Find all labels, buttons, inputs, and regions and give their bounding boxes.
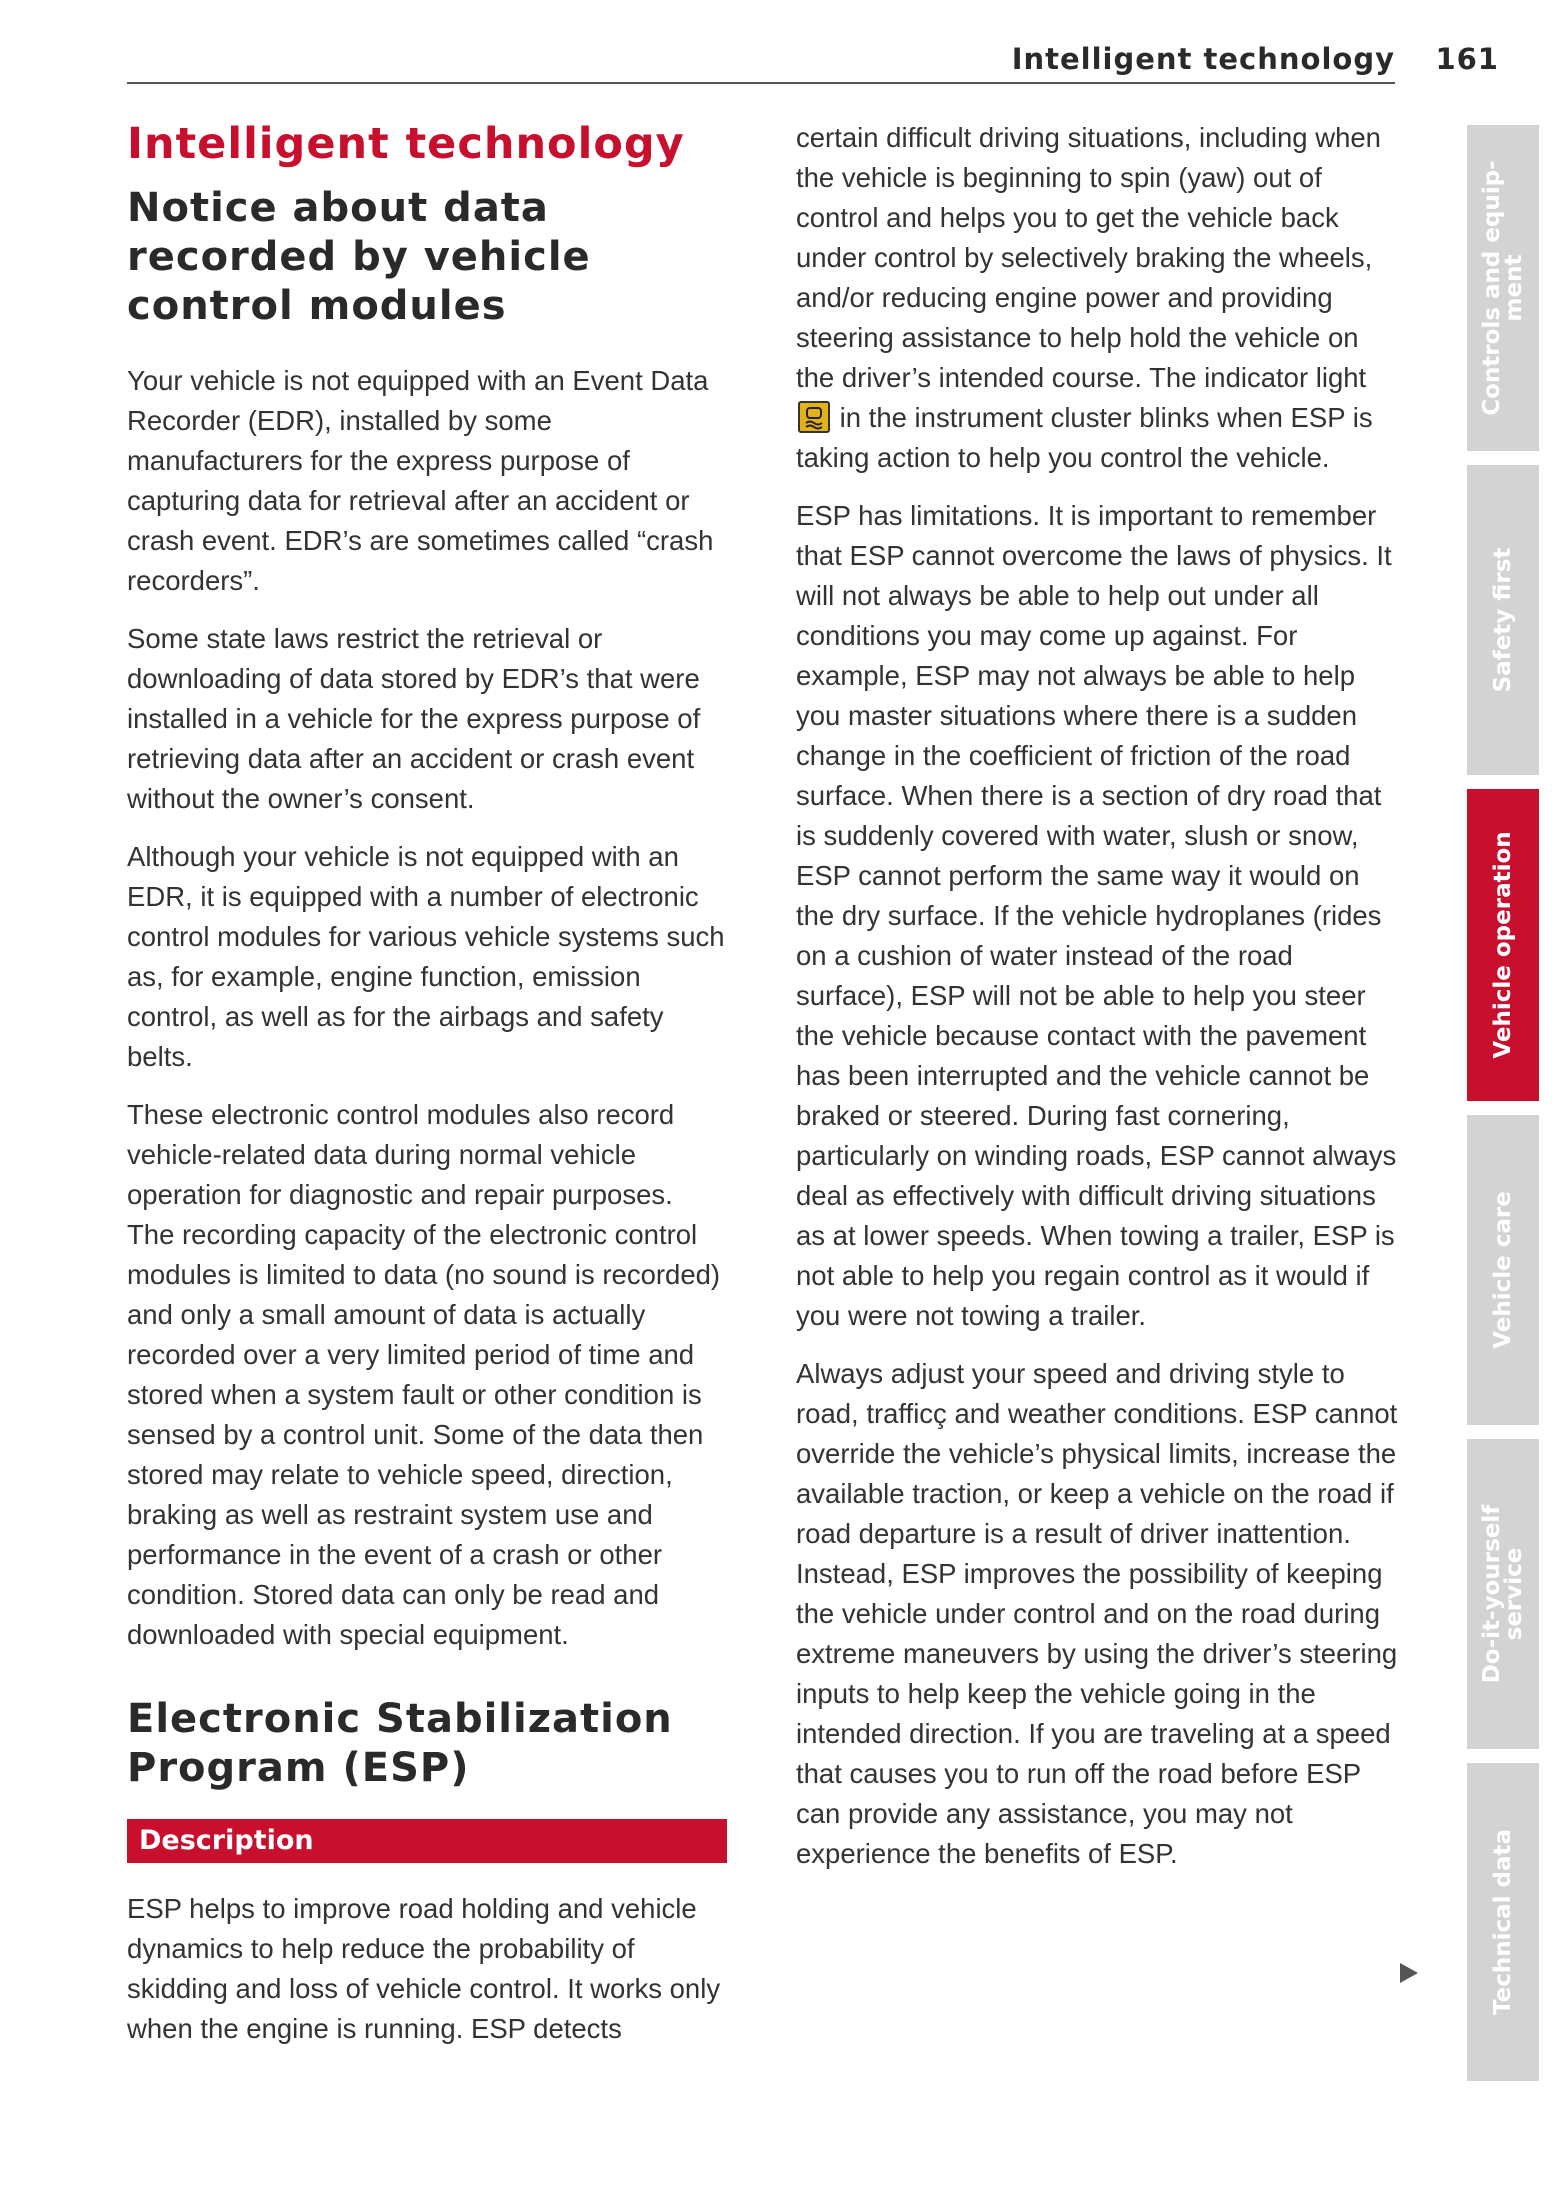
paragraph: Some state laws restrict the retrieval or downloading of data stored by EDR’s that were installed in a vehicle for the express purpose of retrieving data after an accident or crash event without the owner’s consent.: [127, 623, 701, 814]
side-tab-label: Vehicle care: [1490, 1191, 1516, 1349]
left-column: [127, 118, 727, 2067]
paragraph-text: in the instrument cluster blinks when ESP is taking action to help you control the vehicle.: [796, 402, 1373, 473]
paragraph: Always adjust your speed and driving style to road, trafficç and weather conditions. ESP cannot override the vehicle’s physical limits, increase the available traction, or keep a vehicle on the road if road departure is a result of driver inattention. Instead, ESP improves the possibility of keeping the vehicle under control and on the road during extreme maneuvers by using the driver’s steering inputs to help keep the vehicle going in the intended direction. If you are traveling at a speed that causes you to run off the road before ESP can provide any assistance, you may not experience the benefits of ESP.: [796, 1358, 1398, 1869]
side-tab-label: Vehicle operation: [1490, 831, 1516, 1059]
page-number: 161: [1435, 42, 1499, 76]
right-column: [796, 118, 1402, 1892]
side-tab-label: Safety first: [1490, 547, 1516, 693]
side-tab-controls[interactable]: [1467, 125, 1539, 451]
side-tab-vehicle-operation[interactable]: [1467, 789, 1539, 1101]
running-title: Intelligent technology: [1011, 42, 1395, 76]
paragraph: [796, 118, 1402, 478]
side-tab-label: Technical data: [1490, 1828, 1516, 2016]
section-title-data-notice: Notice about data recorded by vehicle control modules: [127, 185, 591, 329]
section-title-esp: Electronic Stabilization Program (ESP): [127, 1696, 673, 1791]
side-tab-technical-data[interactable]: [1467, 1763, 1539, 2081]
paragraph-text: certain difficult driving situations, including when the vehicle is beginning to spin (yaw) out of control and helps you to get the vehicle back under control by selectively braking the wheels, and/or reducing engine power and providing steering assistance to help hold the vehicle on the driver’s intended course. The indicator light: [796, 122, 1381, 393]
side-tab-safety[interactable]: [1467, 465, 1539, 775]
paragraph: ESP helps to improve road holding and vehicle dynamics to help reduce the probability of skidding and loss of vehicle control. It works only when the engine is running. ESP detects: [127, 1893, 721, 2044]
paragraph: Although your vehicle is not equipped with an EDR, it is equipped with a number of electronic control modules for various vehicle systems such as, for example, engine function, emission control, as well as for the airbags and safety belts.: [127, 841, 725, 1072]
paragraph: These electronic control modules also record vehicle-related data during normal vehicle operation for diagnostic and repair purposes. The recording capacity of the electronic control modules is limited to data (no sound is recorded) and only a small amount of data is actually recorded over a very limited period of time and stored when a system fault or other condition is sensed by a control unit. Some of the data then stored may relate to vehicle speed, direction, braking as well as restraint system use and performance in the event of a crash or other condition. Stored data can only be read and downloaded with special equipment.: [127, 1099, 721, 1650]
paragraph: ESP has limitations. It is important to remember that ESP cannot overcome the laws of physics. It will not always be able to help out under all conditions you may come up against. For example, ESP may not always be able to help you master situations where there is a sudden change in the coefficient of friction of the road surface. When there is a section of dry road that is suddenly covered with water, slush or snow, ESP cannot perform the same way it would on the dry surface. If the vehicle hydroplanes (rides on a cushion of water instead of the road surface), ESP will not be able to help you steer the vehicle because contact with the pavement has been interrupted and the vehicle cannot be braked or steered. During fast cornering, particularly on winding roads, ESP cannot always deal as effectively with difficult driving situations as at lower speeds. When towing a trailer, ESP is not able to help you regain control as it would if you were not towing a trailer.: [796, 500, 1397, 1331]
esp-warning-light-icon: [798, 401, 830, 433]
description-heading-bar: Description: [127, 1819, 727, 1863]
continue-arrow-icon: [1400, 1963, 1418, 1983]
paragraph: Your vehicle is not equipped with an Event Data Recorder (EDR), installed by some manufacturers for the express purpose of capturing data for retrieval after an accident or crash event. EDR’s are sometimes called “crash recorders”.: [127, 365, 714, 596]
side-tab-label: Do-it-yourself service: [1479, 1504, 1527, 1684]
side-tab-label: Controls and equip- ment: [1479, 160, 1527, 416]
page-header: [127, 38, 1499, 86]
header-rule: [127, 82, 1395, 84]
side-tab-vehicle-care[interactable]: [1467, 1115, 1539, 1425]
side-tab-diy-service[interactable]: [1467, 1439, 1539, 1749]
chapter-title: Intelligent technology: [127, 119, 685, 169]
